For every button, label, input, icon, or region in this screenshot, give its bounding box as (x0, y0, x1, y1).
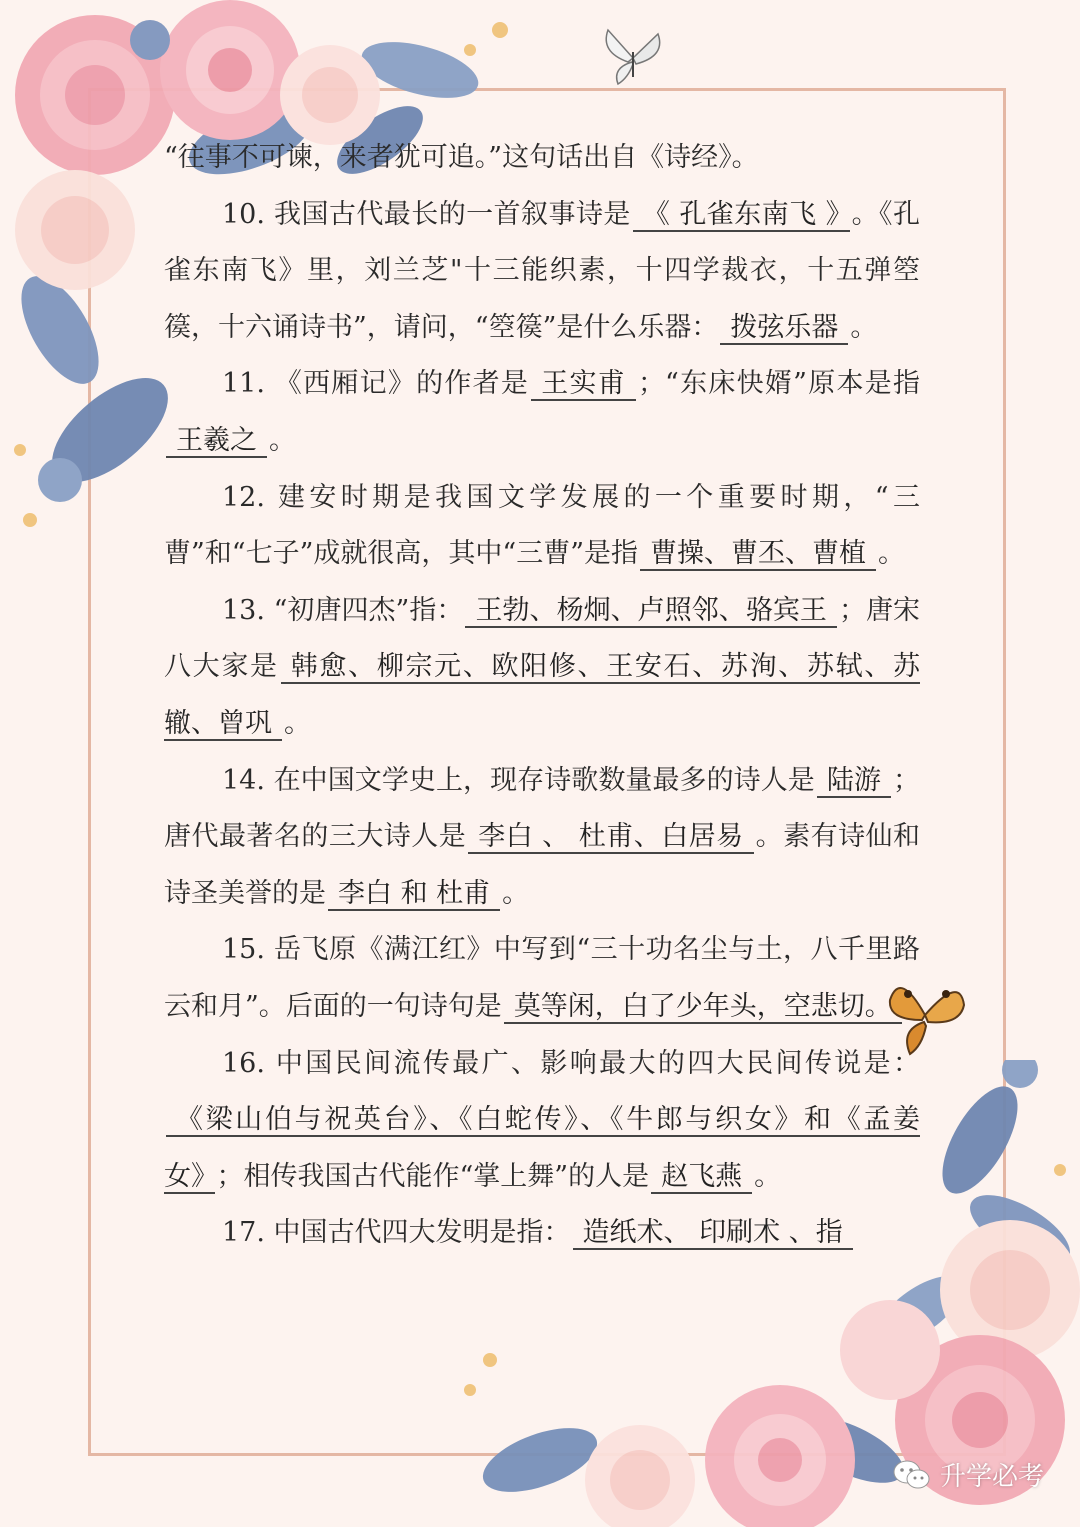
answer-blank: 《梁山伯与祝英台》、《白蛇传》、《牛郎与织女》和《孟姜女》 (164, 1104, 920, 1192)
answer-blank: 王勃、杨炯、卢照邻、骆宾王 (465, 595, 836, 628)
answer-blank: 莫等闲，白了少年头，空悲切。 (504, 991, 902, 1024)
answer-blank: 造纸术、 印刷术 、指 (573, 1217, 853, 1250)
document-body (164, 130, 920, 1262)
answer-blank: 李白 和 杜甫 (328, 878, 500, 911)
answer-blank: 曹操、曹丕、曹植 (640, 538, 876, 571)
question-intro: “往事不可谏，来者犹可追。”这句话出自《诗经》。 (164, 142, 759, 173)
question-14: 14. 在中国文学史上，现存诗歌数量最多的诗人是 陆游 ；唐代最著名的三大诗人是 李白 、 杜甫、白居易 。素有诗仙和诗圣美誉的是 李白 和 杜甫 。 (164, 764, 921, 909)
question-17: 17. 中国古代四大发明是指： 造纸术、 印刷术 、指 (164, 1205, 920, 1262)
answer-blank: 拨弦乐器 (720, 312, 848, 345)
watermark (892, 1456, 1044, 1493)
butterfly-decoration-top (598, 22, 668, 92)
answer-blank: 李白 、 杜甫、白居易 (468, 821, 753, 854)
question-13: 13. “初唐四杰”指： 王勃、杨炯、卢照邻、骆宾王 ；唐宋八大家是 韩愈、柳宗元、欧阳修、王安石、苏洵、苏轼、苏辙、曾巩 。 (164, 594, 921, 739)
answer-blank: 王实甫 (531, 368, 636, 401)
question-15: 15. 岳飞原《满江红》中写到“三十功名尘与土，八千里路云和月”。后面的一句诗句是 莫等闲，白了少年头，空悲切。 (164, 934, 920, 1022)
answer-blank: 陆游 (817, 765, 891, 798)
question-11: 11. 《西厢记》的作者是 王实甫 ；“东床快婿”原本是指王羲之 。 (164, 356, 920, 469)
answer-blank: 王羲之 (166, 425, 267, 458)
question-10: 10. 我国古代最长的一首叙事诗是 《 孔雀东南飞 》 。《孔雀东南飞》里，刘兰芝"十三能织素，十四学裁衣，十五弹箜篌，十六诵诗书”，请问，“箜篌”是什么乐器： 拨弦乐器 。 (164, 198, 921, 343)
answer-blank: 《 孔雀东南飞 》 (633, 199, 850, 232)
watermark-text: 升学必考 (939, 1462, 1044, 1492)
question-12: 12. 建安时期是我国文学发展的一个重要时期，“三曹”和“七子”成就很高，其中“三曹”是指 曹操、曹丕、曹植 。 (164, 481, 920, 570)
question-16: 16. 中国民间流传最广、影响最大的四大民间传说是：《梁山伯与祝英台》、《白蛇传》、《牛郎与织女》和《孟姜女》 ；相传我国古代能作“掌上舞”的人是 赵飞燕 。 (164, 1047, 920, 1192)
wechat-icon (892, 1459, 932, 1491)
answer-blank: 韩愈、柳宗元、欧阳修、王安石、苏洵、苏轼、苏辙、曾巩 (164, 651, 921, 739)
answer-blank: 赵飞燕 (651, 1161, 752, 1194)
